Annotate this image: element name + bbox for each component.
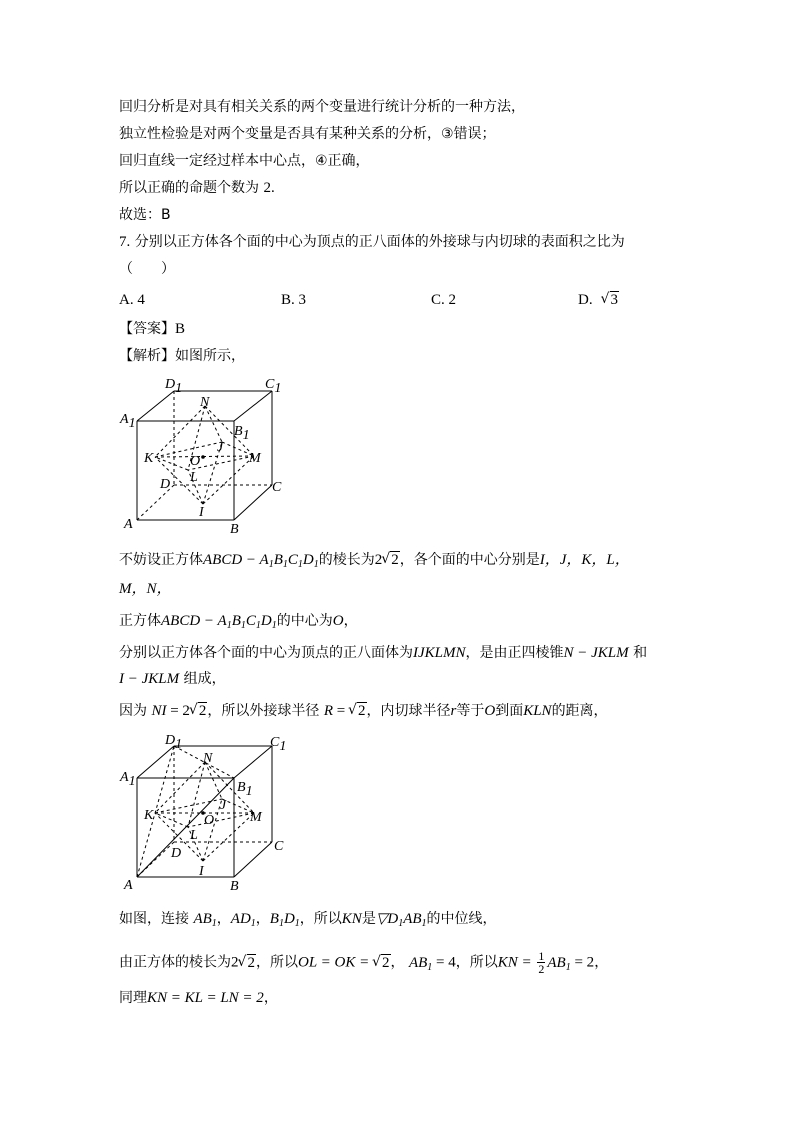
- vertex-label-A1: A1: [120, 770, 136, 789]
- paragraph-3: 分别以正方体各个面的中心为顶点的正八面体为IJKLMN，是由正四棱锥N − JKLM 和: [119, 645, 648, 661]
- vertex-label-L: L: [190, 470, 198, 485]
- text-line: 所以正确的命题个数为 2.: [119, 180, 275, 196]
- vertex-label-C1: C1: [270, 735, 287, 754]
- vertex-label-N: N: [203, 751, 213, 766]
- answer-line: 【答案】B: [119, 321, 186, 337]
- vertex-label-D: D: [171, 846, 182, 861]
- cube-figure-2: [117, 729, 297, 894]
- paragraph-2: 正方体ABCD − $A_1B_1C_1D_1$的中心为O，: [119, 613, 358, 631]
- paragraph-3-cont: I − JKLM 组成，: [119, 671, 226, 687]
- paragraph-6: 由正方体的棱长为2√ 2，所以OL = OK = √ 2， $AB_1 = 4$，所以KN = $\frac{1}{2}$ $AB_1 = 2$，: [119, 950, 608, 975]
- vertex-label-B: B: [230, 522, 239, 537]
- vertex-label-C: C: [274, 839, 284, 854]
- vertex-label-D1: D1: [165, 733, 183, 752]
- option-d: D. √ 3: [578, 292, 619, 309]
- vertex-label-D: D: [160, 477, 171, 492]
- text-line: 独立性检验是对两个变量是否具有某种关系的分析，③错误；: [119, 126, 496, 142]
- vertex-label-D1: D1: [165, 377, 183, 396]
- vertex-label-C: C: [272, 480, 282, 495]
- question-paren: （ ）: [119, 261, 175, 277]
- paragraph-4: 因为 NI = 2√ 2，所以外接球半径 R = √ 2，内切球半径r等于O到面KLN的距离，: [119, 702, 608, 720]
- vertex-label-J: J: [220, 798, 227, 813]
- vertex-label-C1: C1: [265, 377, 282, 396]
- vertex-label-L: L: [190, 828, 198, 843]
- vertex-label-O: O: [204, 813, 215, 828]
- option-b: B. 3: [281, 292, 307, 308]
- paragraph-7: 同理KN = KL = LN = 2，: [119, 990, 278, 1006]
- paragraph-1-cont: M，N，: [119, 581, 172, 597]
- question-stem: 7. 分别以正方体各个面的中心为顶点的正八面体的外接球与内切球的表面积之比为: [119, 234, 625, 250]
- vertex-label-A1: A1: [120, 412, 136, 431]
- text-line: 故选：B: [119, 207, 171, 223]
- vertex-label-A: A: [124, 517, 133, 532]
- paragraph-1: 不妨设正方体ABCD − $A_1B_1C_1D_1$的棱长为2√ 2，各个面的中心分别是I，J，K，L，: [119, 551, 630, 569]
- paragraph-5: 如图，连接 $AB_1$，$AD_1$，$B_1D_1$，所以KN是$▽D_1AB_1$的中位线，: [119, 911, 497, 929]
- vertex-label-I: I: [199, 505, 204, 520]
- text-line: 回归直线一定经过样本中心点，④正确，: [119, 153, 370, 169]
- cube-figure-1: [117, 373, 297, 538]
- vertex-label-K: K: [144, 451, 154, 466]
- vertex-label-O: O: [190, 454, 201, 469]
- vertex-label-B1: B1: [237, 780, 253, 799]
- vertex-label-B1: B1: [234, 424, 250, 443]
- vertex-label-M: M: [249, 451, 261, 466]
- vertex-label-I: I: [199, 864, 204, 879]
- text-line: 回归分析是对具有相关关系的两个变量进行统计分析的一种方法，: [119, 99, 525, 115]
- option-c: C. 2: [431, 292, 457, 308]
- vertex-label-A: A: [124, 878, 133, 893]
- option-a: A. 4: [119, 292, 145, 308]
- vertex-label-B: B: [230, 879, 239, 894]
- vertex-label-M: M: [250, 810, 262, 825]
- vertex-label-N: N: [200, 395, 210, 410]
- vertex-label-K: K: [144, 808, 154, 823]
- analysis-line: 【解析】如图所示，: [119, 348, 245, 364]
- vertex-label-J: J: [217, 440, 224, 455]
